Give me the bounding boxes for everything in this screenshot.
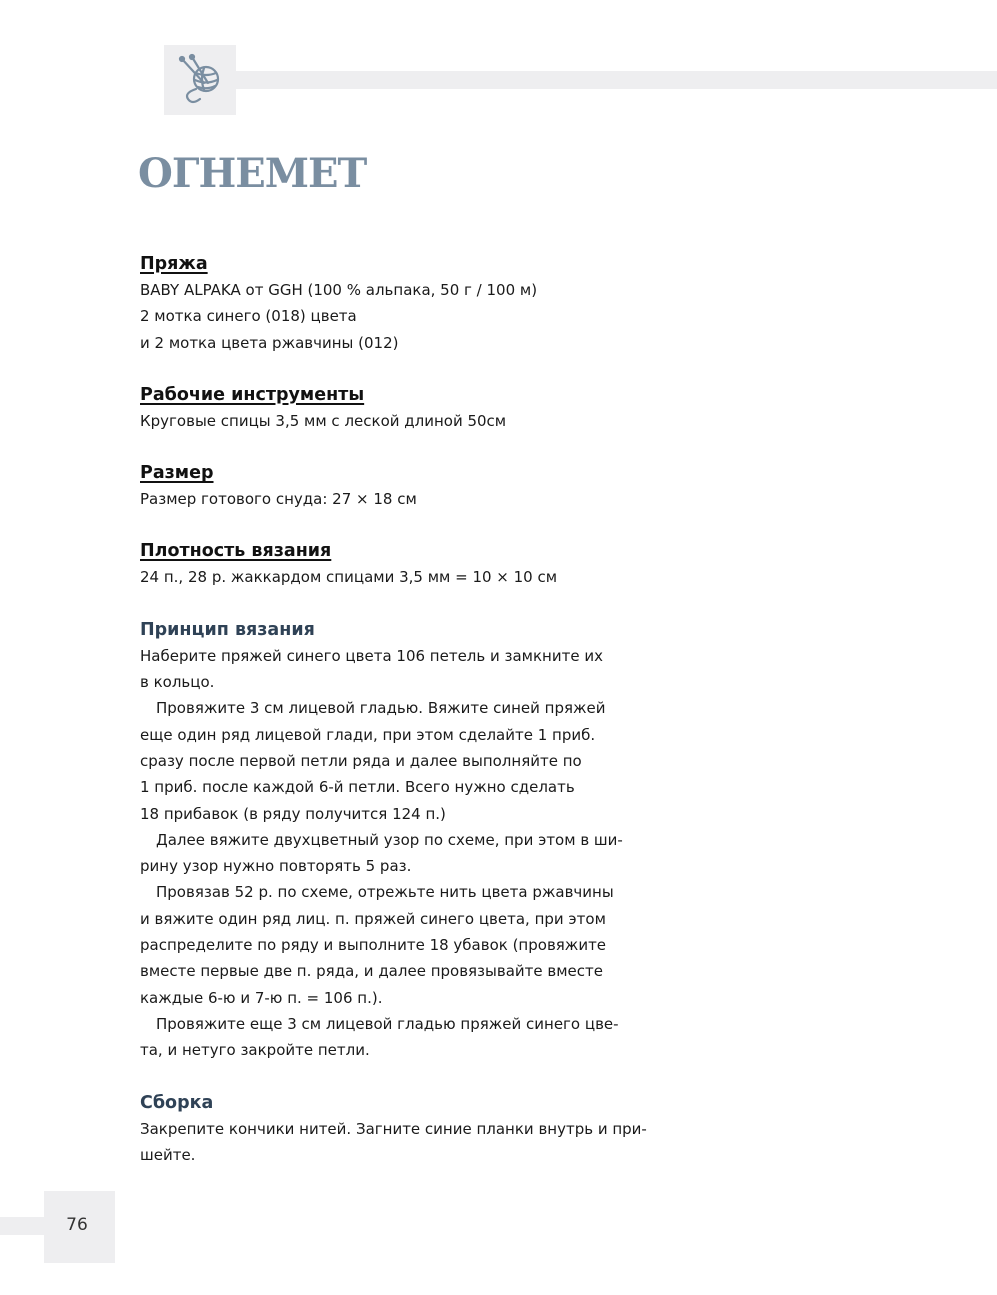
section-heading: Размер bbox=[140, 463, 214, 484]
pattern-content bbox=[140, 251, 647, 1168]
text-line: Размер готового снуда: 27 × 18 см bbox=[140, 490, 417, 509]
section-heading: Сборка bbox=[140, 1092, 214, 1113]
text-line: вместе первые две п. ряда, и далее провязывайте вместе bbox=[140, 962, 603, 981]
section-heading: Рабочие инструменты bbox=[140, 384, 365, 405]
text-line: Далее вяжите двухцветный узор по схеме, при этом в ши- bbox=[156, 830, 623, 849]
text-line: рину узор нужно повторять 5 раз. bbox=[140, 857, 412, 876]
header-rule bbox=[236, 71, 997, 89]
text-line: каждые 6-ю и 7-ю п. = 106 п.). bbox=[140, 988, 383, 1007]
text-line: еще один ряд лицевой глади, при этом сделайте 1 приб. bbox=[140, 725, 596, 744]
text-line: та, и нетуго закройте петли. bbox=[140, 1041, 370, 1060]
text-line: Круговые спицы 3,5 мм с леской длиной 50см bbox=[140, 411, 507, 430]
text-line: Наберите пряжей синего цвета 106 петель и замкните их bbox=[140, 646, 603, 665]
page-number: 76 bbox=[66, 1215, 88, 1235]
text-line: BABY ALPAKA от GGH (100 % альпака, 50 г / 100 м) bbox=[140, 281, 538, 299]
section-tools bbox=[140, 382, 640, 434]
yarn-ball-needles-icon bbox=[174, 53, 226, 107]
text-line: 1 приб. после каждой 6-й петли. Всего нужно сделать bbox=[140, 778, 575, 797]
header-icon-box bbox=[164, 45, 236, 115]
text-line: 2 мотка синего (018) цвета bbox=[140, 307, 357, 326]
text-line: сразу после первой петли ряда и далее выполняйте по bbox=[140, 751, 582, 770]
section-gauge bbox=[140, 538, 640, 590]
text-line: в кольцо. bbox=[140, 673, 215, 692]
section-heading: Принцип вязания bbox=[140, 619, 315, 640]
text-line: шейте. bbox=[140, 1145, 196, 1164]
section-size bbox=[140, 460, 640, 512]
text-line: Закрепите кончики нитей. Загните синие планки внутрь и при- bbox=[140, 1119, 647, 1138]
section-assembly bbox=[140, 1090, 647, 1169]
text-line: Провяжите еще 3 см лицевой гладью пряжей синего цве- bbox=[156, 1014, 619, 1033]
text-line: и 2 мотка цвета ржавчины (012) bbox=[140, 333, 399, 352]
text-line: 18 прибавок (в ряду получится 124 п.) bbox=[140, 804, 446, 823]
section-yarn bbox=[140, 251, 640, 356]
section-heading: Плотность вязания bbox=[140, 541, 332, 562]
section-heading: Пряжа bbox=[140, 254, 208, 274]
footer-rule bbox=[0, 1217, 44, 1235]
text-line: Провяжите 3 см лицевой гладью. Вяжите синей пряжей bbox=[156, 699, 606, 718]
page-number-box bbox=[44, 1191, 115, 1263]
text-line: распределите по ряду и выполните 18 убавок (провяжите bbox=[140, 936, 607, 955]
text-line: Провязав 52 р. по схеме, отрежьте нить цвета ржавчины bbox=[156, 883, 614, 902]
text-line: 24 п., 28 р. жаккардом спицами 3,5 мм = 10 × 10 см bbox=[140, 568, 558, 587]
text-line: и вяжите один ряд лиц. п. пряжей синего цвета, при этом bbox=[140, 909, 606, 928]
page-title: ОГНЕМЕТ bbox=[138, 150, 367, 197]
section-method bbox=[140, 617, 640, 1064]
